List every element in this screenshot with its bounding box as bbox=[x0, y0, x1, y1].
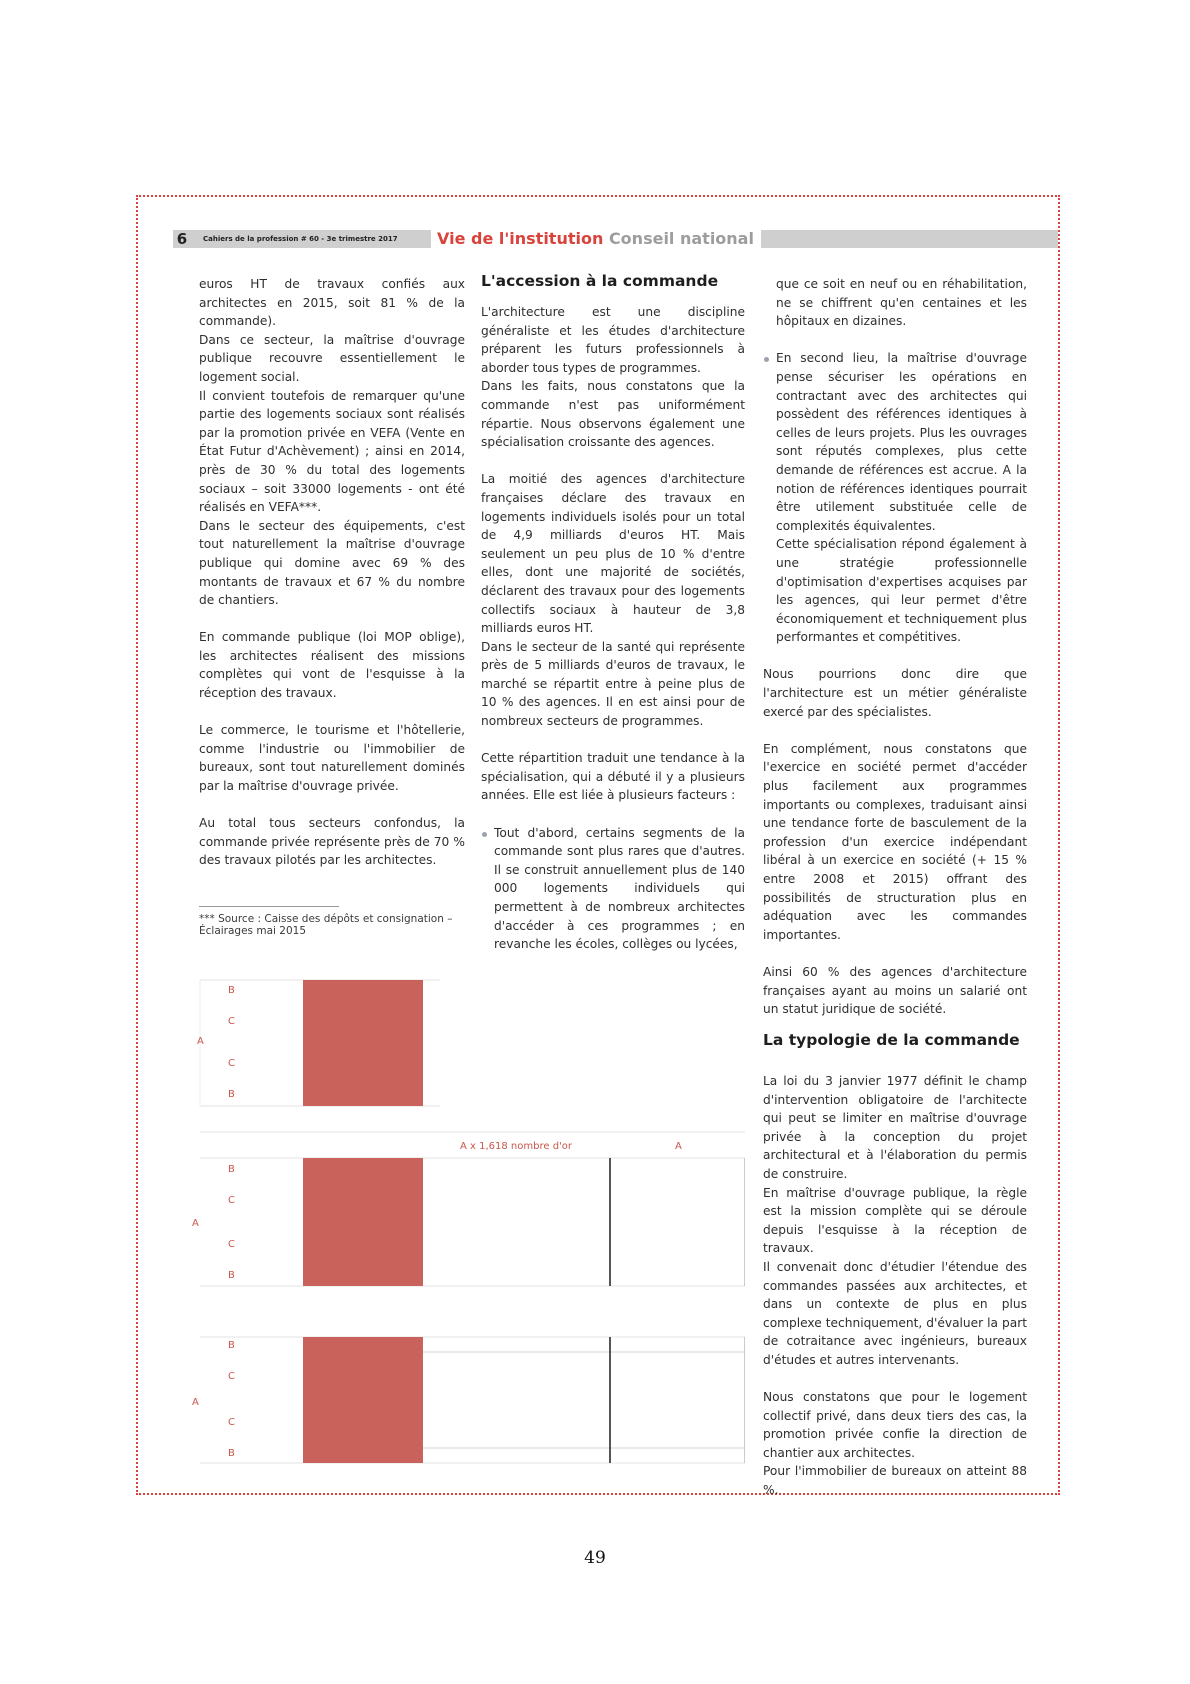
bullet-item: Tout d'abord, certains segments de la commande sont plus rares que d'autres. Il se construit annuellement plus de 140 000 logements individuels qui permettent à de nombreux architectes d'accéder à ces programmes ; en revanche les écoles, collèges ou lycées, bbox=[481, 824, 745, 954]
accent-block bbox=[303, 980, 423, 1106]
row-label: C bbox=[228, 1239, 235, 1250]
paragraph: Cette spécialisation répond également à une stratégie professionnelle d'optimisation d'expertises acquises par les agences, qui leur permet d'être économiquement et techniquement plus performantes et compétitives. bbox=[776, 537, 1027, 645]
bullet-item: En second lieu, la maîtrise d'ouvrage pense sécuriser les opérations en contractant avec des architectes qui possèdent des références identiques à celles de leurs projets. Plus les ouvrages sont réputés complexes, plus cette demande de références est accrue. A la notion de références identiques pourrait être utilement substituée celle de complexités équivalentes. bbox=[763, 349, 1027, 535]
footnote-rule bbox=[199, 906, 339, 907]
paragraph: Il convient toutefois de remarquer qu'une partie des logements sociaux sont réalisés par la promotion privée en VEFA (Vente en État Futur d'Achèvement) ; ainsi en 2014, près de 30 % du total des logements sociaux – soit 33000 logements - ont été réalisés en VEFA***. bbox=[199, 388, 465, 515]
paragraph: En complément, nous constatons que l'exercice en société permet d'accéder plus facilement aux programmes importants ou complexes, traduisant ainsi une tendance forte de basculement de la profession d'un exercice indépendant libéral à un exercice en société (+ 15 % entre 2008 et 2015) offrant des possibilités de structuration plus en adéquation avec les commandes importantes. bbox=[763, 741, 1027, 942]
column-2 bbox=[481, 271, 745, 954]
bullet-dot-icon bbox=[482, 832, 487, 837]
row-label: C bbox=[228, 1016, 235, 1027]
row-label: B bbox=[228, 985, 235, 996]
accent-block bbox=[303, 1337, 423, 1463]
paragraph: En maîtrise d'ouvrage publique, la règle est la mission complète qui se déroule depuis l'esquisse à la réception de travaux. bbox=[763, 1185, 1027, 1256]
side-label: A bbox=[192, 1218, 199, 1229]
row-label: C bbox=[228, 1417, 235, 1428]
paragraph: Nous pourrions donc dire que l'architecture est un métier généraliste exercé par des spécialistes. bbox=[763, 667, 1027, 719]
paragraph: Dans les faits, nous constatons que la commande n'est pas uniformément répartie. Nous observons également une spécialisation croissante des agences. bbox=[481, 379, 745, 450]
side-label: A bbox=[197, 1036, 204, 1047]
accent-block bbox=[303, 1158, 423, 1286]
section-title: Vie de l'institution Conseil national bbox=[437, 229, 754, 248]
column-1 bbox=[199, 275, 465, 870]
paragraph: que ce soit en neuf ou en réhabilitation, ne se chiffrent qu'en centaines et les hôpitaux en dizaines. bbox=[776, 277, 1027, 329]
footnote: *** Source : Caisse des dépôts et consignation – Éclairages mai 2015 bbox=[199, 913, 453, 937]
diagram-svg bbox=[190, 1130, 745, 1290]
row-label: B bbox=[228, 1270, 235, 1281]
diagram-svg bbox=[190, 1335, 745, 1465]
row-label: B bbox=[228, 1448, 235, 1459]
paragraph: Nous constatons que pour le logement collectif privé, dans deux tiers des cas, la promotion privée confie la direction de chantier aux architectes. bbox=[763, 1390, 1027, 1460]
paragraph: Au total tous secteurs confondus, la commande privée représente près de 70 % des travaux pilotés par les architectes. bbox=[199, 816, 465, 868]
paragraph: Dans le secteur de la santé qui représente près de 5 milliards d'euros de travaux, le marché se répartit entre à peine plus de 10 % des agences. Il en est ainsi pour de nombreux secteurs de programmes. bbox=[481, 639, 745, 729]
paragraph: En commande publique (loi MOP oblige), les architectes réalisent des missions complètes qui vont de l'esquisse à la réception des travaux. bbox=[199, 630, 465, 701]
paragraph: Dans ce secteur, la maîtrise d'ouvrage publique recouvre essentiellement le logement social. bbox=[199, 332, 465, 384]
page-number: 49 bbox=[584, 1548, 606, 1568]
paragraph: euros HT de travaux confiés aux architectes en 2015, soit 81 % de la commande). bbox=[199, 277, 465, 329]
row-label: C bbox=[228, 1371, 235, 1382]
paragraph: L'architecture est une discipline généraliste et les études d'architecture préparent les futurs professionnels à aborder tous types de programmes. bbox=[481, 305, 745, 375]
golden-ratio-diagram-1 bbox=[190, 978, 745, 1108]
issue-label: Cahiers de la profession # 60 - 3e trimestre 2017 bbox=[203, 235, 398, 243]
row-label: B bbox=[228, 1340, 235, 1351]
running-header bbox=[173, 230, 1058, 248]
golden-ratio-label: A x 1,618 nombre d'or bbox=[460, 1141, 573, 1152]
golden-ratio-diagram-3 bbox=[190, 1335, 745, 1465]
paragraph: Il convenait donc d'étudier l'étendue des commandes passées aux architectes, et dans un contexte de plus en plus complexe techniquement, d'évaluer la part de cotraitance avec ingénieurs, bureaux d'études et autres intervenants. bbox=[763, 1259, 1027, 1367]
row-label: B bbox=[228, 1164, 235, 1175]
subsection-title: Conseil national bbox=[608, 229, 754, 248]
section-heading: L'accession à la commande bbox=[481, 272, 719, 290]
paragraph: Dans le secteur des équipements, c'est tout naturellement la maîtrise d'ouvrage publique qui domine avec 69 % des montants de travaux et 67 % du nombre de chantiers. bbox=[199, 518, 465, 608]
column-3 bbox=[763, 275, 1027, 1019]
section-heading: La typologie de la commande bbox=[763, 1031, 1020, 1049]
paragraph: Le commerce, le tourisme et l'hôtellerie, comme l'industrie ou l'immobilier de bureaux, sont tout naturellement dominés par la maîtrise d'ouvrage privée. bbox=[199, 723, 465, 794]
row-label: C bbox=[228, 1058, 235, 1069]
bullet-dot-icon bbox=[764, 357, 769, 362]
typologie-section bbox=[763, 1030, 1027, 1500]
paragraph: Ainsi 60 % des agences d'architecture françaises ayant au moins un salarié ont un statut juridique de société. bbox=[763, 964, 1027, 1017]
golden-ratio-diagram-2 bbox=[190, 1130, 745, 1290]
row-label: B bbox=[228, 1089, 235, 1100]
paragraph: Cette répartition traduit une tendance à la spécialisation, qui a débuté il y a plusieurs années. Elle est liée à plusieurs facteurs : bbox=[481, 751, 745, 803]
side-label: A bbox=[192, 1397, 199, 1408]
paragraph: Pour l'immobilier de bureaux on atteint 88 %. bbox=[763, 1464, 1027, 1498]
paragraph: La moitié des agences d'architecture françaises déclare des travaux en logements individuels isolés pour un total de 4,9 milliards d'euros HT. Mais seulement un peu plus de 10 % d'entre elles, dont une majorité de sociétés, déclarent des travaux pour des logements collectifs sociaux à hauteur de 3,8 milliards euros HT. bbox=[481, 472, 745, 636]
paragraph: La loi du 3 janvier 1977 définit le champ d'intervention obligatoire de l'architecte qui peut se limiter en maîtrise d'ouvrage privée à la conception du projet architectural et à l'élaboration du permis de construire. bbox=[763, 1074, 1027, 1181]
header-page-number: 6 bbox=[176, 230, 188, 248]
row-label: C bbox=[228, 1195, 235, 1206]
top-right-label: A bbox=[675, 1141, 682, 1152]
diagram-svg bbox=[190, 978, 440, 1108]
